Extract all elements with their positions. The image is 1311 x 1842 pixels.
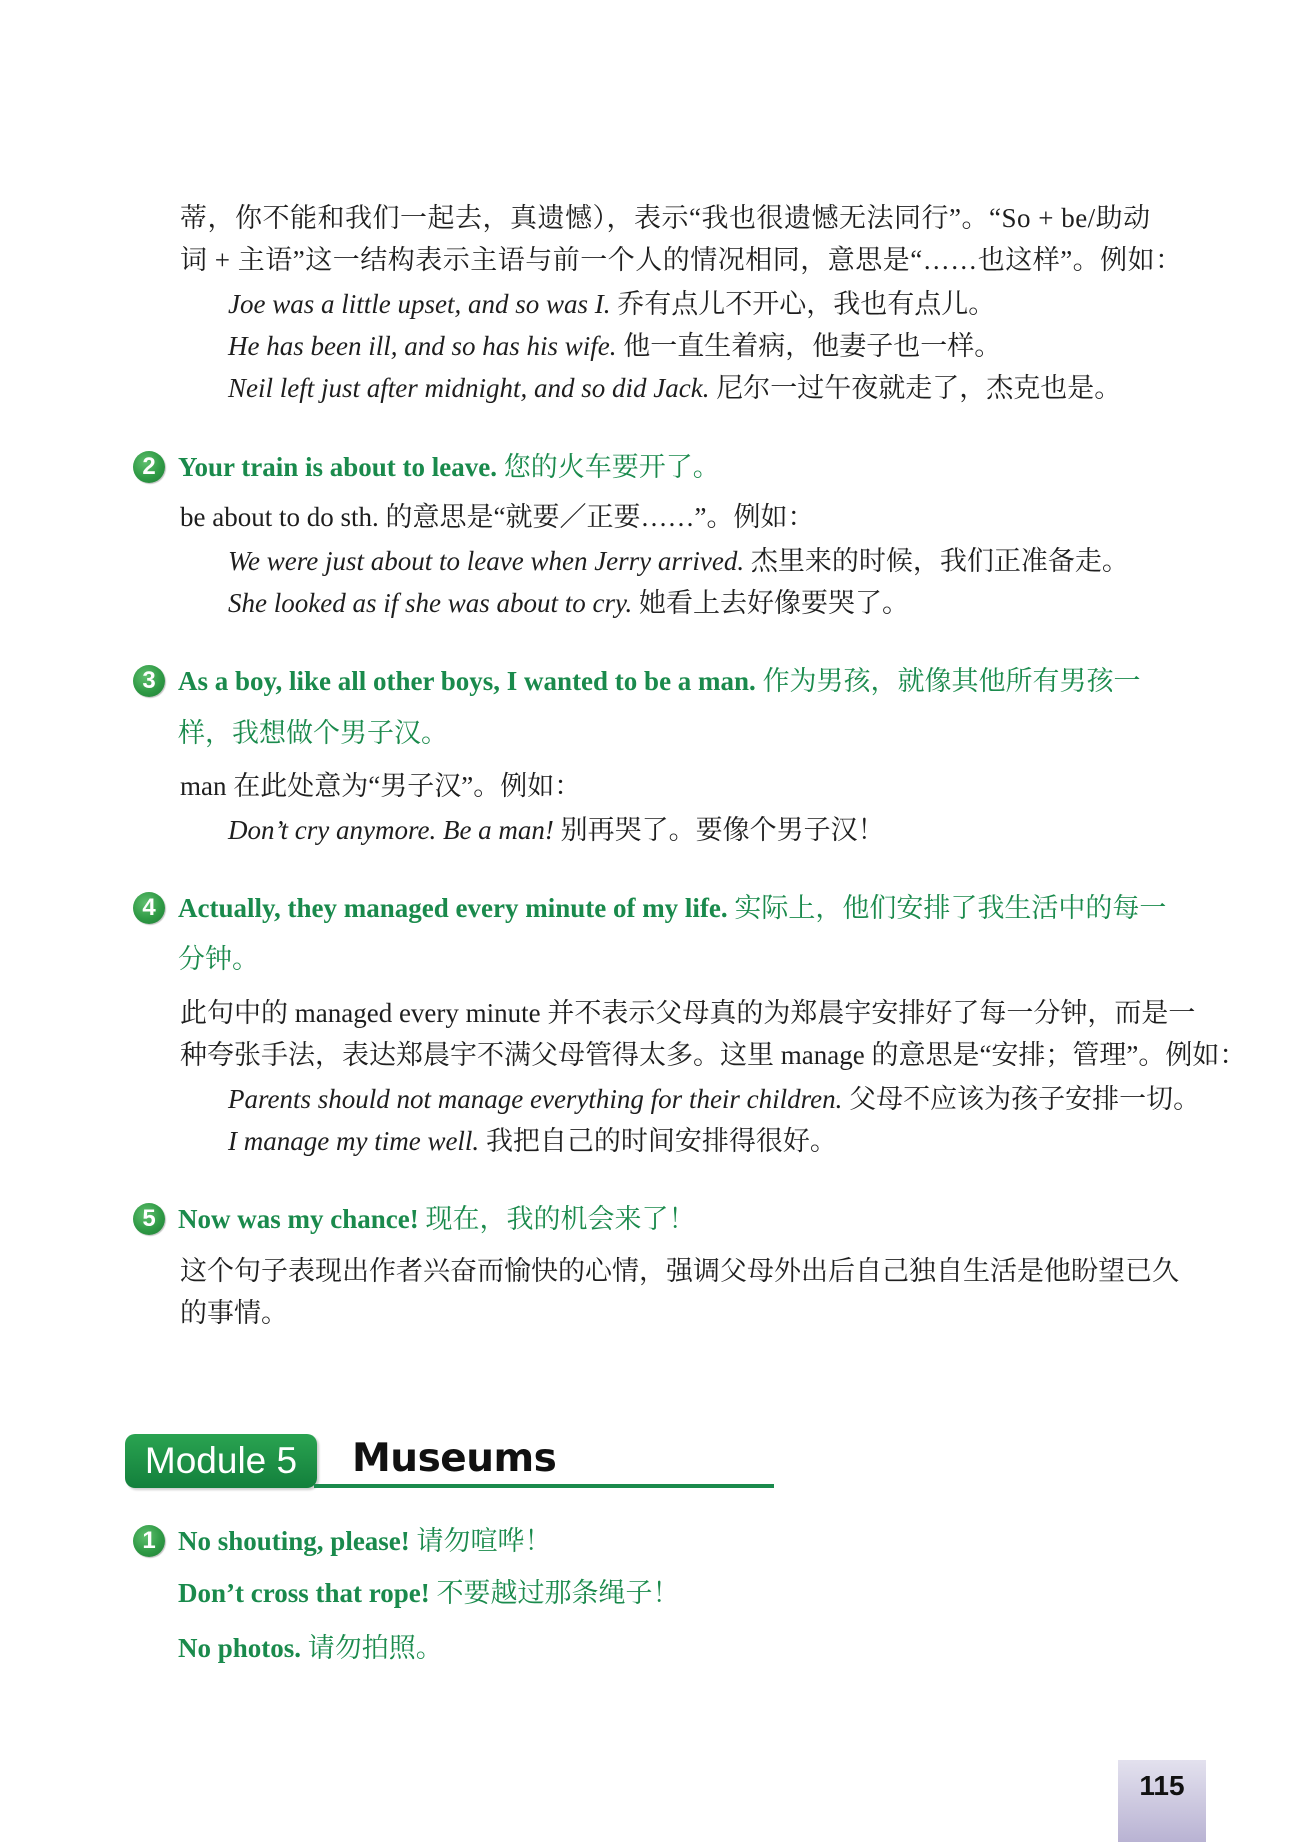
heading-en: No shouting, please! [178, 1526, 410, 1556]
example-cn: 别再哭了。要像个男子汉！ [553, 815, 885, 845]
item-number-badge: 3 [133, 665, 165, 697]
item-body: 的事情。 [180, 1298, 288, 1328]
example-en: We were just about to leave when Jerry arrived. [228, 546, 745, 576]
heading-cn: 不要越过那条绳子！ [429, 1578, 680, 1608]
heading-cn: 现在，我的机会来了！ [418, 1204, 696, 1234]
heading-en: As a boy, like all other boys, I wanted to be a man. [178, 666, 756, 696]
heading-en: No photos. [178, 1633, 302, 1663]
example-sentence [228, 324, 1201, 368]
heading-en: Your train is about to leave. [178, 452, 498, 482]
page-number-tab [1118, 1760, 1206, 1842]
example-cn: 她看上去好像要哭了。 [632, 588, 909, 618]
example-sentence [228, 1077, 1201, 1121]
heading-cn: 实际上，他们安排了我生活中的每一 [727, 893, 1167, 923]
item-number-badge: 1 [133, 1525, 165, 1557]
example-en: Neil left just after midnight, and so did Jack. [228, 373, 710, 403]
module-underline [314, 1484, 774, 1488]
item-body: 这个句子表现出作者兴奋而愉快的心情，强调父母外出后自己独自生活是他盼望已久 [180, 1256, 1179, 1286]
heading-cn: 作为男孩，就像其他所有男孩一 [755, 666, 1141, 696]
example-sentence [228, 808, 1201, 852]
item-number-badge: 5 [133, 1203, 165, 1235]
example-en: Don’t cry anymore. Be a man! [228, 815, 554, 845]
item-body: 此句中的 managed every minute 并不表示父母真的为郑晨宇安排好了每一分钟，而是一 [180, 998, 1196, 1028]
module-label-tab [125, 1434, 317, 1488]
example-cn: 乔有点儿不开心，我也有点儿。 [610, 289, 996, 319]
item-heading [178, 1519, 552, 1563]
example-en: I manage my time well. [228, 1126, 480, 1156]
heading-en: Don’t cross that rope! [178, 1578, 430, 1608]
example-sentence [228, 366, 1201, 410]
item-heading [178, 886, 1166, 930]
page-number: 115 [1139, 1770, 1185, 1801]
example-en: He has been ill, and so has his wife. [228, 331, 617, 361]
example-cn: 父母不应该为孩子安排一切。 [842, 1084, 1201, 1114]
example-cn: 我把自己的时间安排得很好。 [479, 1126, 837, 1156]
item-heading [178, 445, 720, 489]
item-heading [178, 1197, 695, 1241]
heading-cn: 请勿喧哗！ [409, 1526, 552, 1556]
item-body: 种夸张手法，表达郑晨宇不满父母管得太多。这里 manage 的意思是“安排；管理”。例如： [180, 1040, 1247, 1070]
intro-line-1: 蒂，你不能和我们一起去，真遗憾），表示“我也很遗憾无法同行”。“So + be/助动 [180, 203, 1151, 233]
intro-line-2: 词 + 主语”这一结构表示主语与前一个人的情况相同，意思是“……也这样”。例如： [180, 245, 1183, 275]
item-heading-cont: 样，我想做个男子汉。 [178, 718, 448, 748]
example-sentence [228, 581, 1201, 625]
example-sentence [228, 1119, 1201, 1163]
item-number-badge: 4 [133, 892, 165, 924]
heading-cn: 您的火车要开了。 [497, 452, 720, 482]
example-en: She looked as if she was about to cry. [228, 588, 633, 618]
example-cn: 尼尔一过午夜就走了，杰克也是。 [709, 373, 1122, 403]
item-body: be about to do sth. 的意思是“就要／正要……”。例如： [180, 502, 815, 532]
heading-cn: 请勿拍照。 [301, 1633, 443, 1663]
item-heading [178, 659, 1141, 703]
item-heading [178, 1571, 679, 1615]
example-en: Parents should not manage everything for their children. [228, 1084, 843, 1114]
module-label: Module 5 [144, 1440, 298, 1481]
example-cn: 杰里来的时候，我们正准备走。 [744, 546, 1129, 576]
heading-en: Now was my chance! [178, 1204, 419, 1234]
example-en: Joe was a little upset, and so was I. [228, 289, 611, 319]
item-heading [178, 1626, 443, 1670]
example-cn: 他一直生着病，他妻子也一样。 [616, 331, 1002, 361]
item-number-badge: 2 [133, 451, 165, 483]
item-heading-cont: 分钟。 [178, 944, 259, 974]
heading-en: Actually, they managed every minute of my life. [178, 893, 728, 923]
item-body: man 在此处意为“男子汉”。例如： [180, 771, 582, 801]
example-sentence [228, 539, 1201, 583]
example-sentence [228, 282, 1201, 326]
module-title: Museums [352, 1436, 557, 1481]
